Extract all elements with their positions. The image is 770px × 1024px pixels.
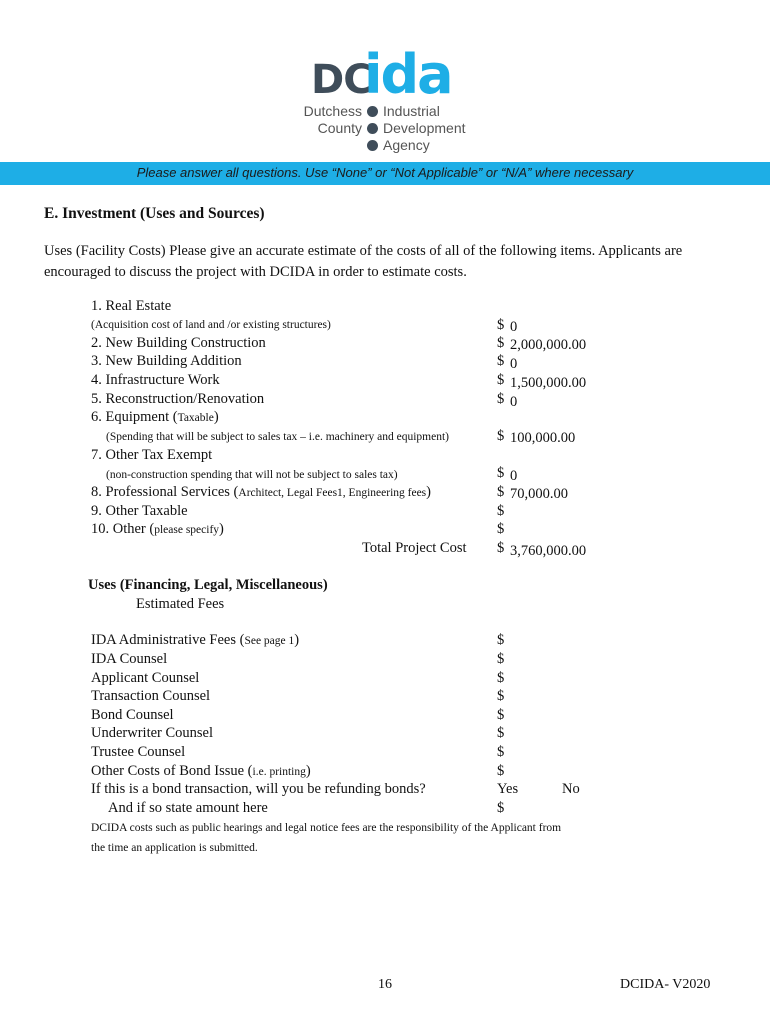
item-label — [91, 521, 224, 538]
amount-prompt: And if so state amount here — [108, 800, 268, 816]
item-label: 4. Infrastructure Work — [91, 372, 220, 388]
currency-symbol: $ — [497, 521, 505, 537]
fee-label-small: See page 1 — [244, 635, 295, 647]
fee-label: IDA Counsel — [91, 651, 168, 667]
total-amount[interactable]: 3,760,000.00 — [510, 543, 587, 559]
item-label-main: 8. Professional Services ( — [91, 484, 239, 500]
amount-field[interactable]: 0 — [510, 468, 518, 484]
item-label: 2. New Building Construction — [91, 335, 266, 351]
refund-yes-option[interactable]: Yes — [497, 781, 519, 797]
fee-label-main: IDA Administrative Fees ( — [91, 632, 245, 648]
fee-label — [91, 763, 311, 780]
section-heading: E. Investment (Uses and Sources) — [44, 205, 265, 222]
currency-symbol: $ — [497, 317, 505, 333]
currency-symbol: $ — [497, 484, 505, 500]
fee-label-end: ) — [305, 763, 311, 779]
currency-symbol[interactable]: $ — [497, 632, 505, 648]
currency-symbol: $ — [497, 353, 505, 369]
fee-label: Underwriter Counsel — [91, 725, 214, 741]
currency-symbol[interactable]: $ — [497, 800, 505, 816]
logo-text-industrial: Industrial — [383, 103, 440, 119]
logo-dot-icon — [367, 106, 378, 117]
item-label: 7. Other Tax Exempt — [91, 447, 213, 463]
item-label-main: 10. Other ( — [91, 521, 155, 537]
currency-symbol: $ — [497, 465, 505, 481]
amount-field[interactable]: 70,000.00 — [510, 486, 568, 502]
item-note: (Spending that will be subject to sales tax – i.e. machinery and equipment) — [106, 431, 449, 443]
item-label: 9. Other Taxable — [91, 503, 188, 519]
logo-dc: DC — [311, 57, 372, 103]
fees-note-line-1: DCIDA costs such as public hearings and legal notice fees are the responsibility of the Applicant from — [91, 822, 562, 834]
section-intro: Uses (Facility Costs) Please give an accurate estimate of the costs of all of the following items. Applicants are encouraged to discuss the project with DCIDA in order to estimate costs. — [44, 243, 683, 280]
item-note: (non-construction spending that will not be subject to sales tax) — [106, 469, 398, 481]
logo-dot-icon — [367, 123, 378, 134]
item-label-end: ) — [213, 409, 219, 425]
item-note: (Acquisition cost of land and /or existing structures) — [91, 319, 331, 331]
financing-heading: Uses (Financing, Legal, Miscellaneous) — [88, 577, 328, 593]
logo-text-agency: Agency — [383, 137, 430, 153]
currency-symbol: $ — [497, 335, 505, 351]
amount-field[interactable]: 1,500,000.00 — [510, 375, 587, 391]
item-label-end: ) — [219, 521, 224, 537]
currency-symbol[interactable]: $ — [497, 651, 505, 667]
currency-symbol[interactable]: $ — [497, 707, 505, 723]
logo-text-dutchess: Dutchess — [303, 103, 362, 119]
item-label: 5. Reconstruction/Renovation — [91, 391, 265, 407]
item-label-small: Architect, Legal Fees1, Engineering fees — [238, 487, 427, 499]
amount-field[interactable]: 2,000,000.00 — [510, 337, 587, 353]
logo-text-development: Development — [383, 120, 466, 136]
currency-symbol: $ — [497, 391, 505, 407]
amount-field[interactable]: 0 — [510, 394, 518, 410]
currency-symbol: $ — [497, 428, 505, 444]
fee-label: Bond Counsel — [91, 707, 174, 723]
fee-label-main: Other Costs of Bond Issue ( — [91, 763, 253, 779]
refund-question: If this is a bond transaction, will you be refunding bonds? — [91, 781, 426, 797]
amount-field[interactable]: 0 — [510, 356, 518, 372]
currency-symbol: $ — [497, 503, 505, 519]
currency-symbol: $ — [497, 540, 505, 556]
instruction-banner-text: Please answer all questions. Use “None” or “Not Applicable” or “N/A” where necessary — [136, 165, 634, 180]
page-number: 16 — [378, 977, 392, 992]
amount-field[interactable]: 0 — [510, 319, 518, 335]
item-label: 1. Real Estate — [91, 298, 172, 314]
fee-label: Trustee Counsel — [91, 744, 186, 760]
currency-symbol[interactable]: $ — [497, 670, 505, 686]
item-label: 3. New Building Addition — [91, 353, 242, 369]
amount-field[interactable]: 100,000.00 — [510, 430, 576, 446]
currency-symbol[interactable]: $ — [497, 763, 505, 779]
logo-dot-icon — [367, 140, 378, 151]
fee-label — [91, 632, 299, 649]
fee-label-end: ) — [294, 632, 300, 648]
item-label-end: ) — [426, 484, 431, 500]
fee-label-small: i.e. printing — [252, 766, 306, 778]
currency-symbol: $ — [497, 372, 505, 388]
fee-label: Applicant Counsel — [91, 670, 200, 686]
item-label — [91, 484, 431, 501]
fee-label: Transaction Counsel — [91, 688, 211, 704]
fees-note-line-2: the time an application is submitted. — [91, 842, 258, 854]
refund-no-option[interactable]: No — [562, 781, 580, 797]
currency-symbol[interactable]: $ — [497, 725, 505, 741]
currency-symbol[interactable]: $ — [497, 688, 505, 704]
item-label-main: 6. Equipment ( — [91, 409, 178, 425]
item-label-small: please specify — [154, 524, 220, 536]
version-label: DCIDA- V2020 — [620, 977, 711, 992]
item-label-small: Taxable — [177, 412, 214, 424]
logo-ida: ida — [364, 43, 452, 106]
item-label — [91, 409, 219, 426]
logo-text-county: County — [317, 120, 362, 136]
currency-symbol[interactable]: $ — [497, 744, 505, 760]
financing-subheading: Estimated Fees — [136, 596, 225, 612]
total-label: Total Project Cost — [362, 540, 467, 556]
